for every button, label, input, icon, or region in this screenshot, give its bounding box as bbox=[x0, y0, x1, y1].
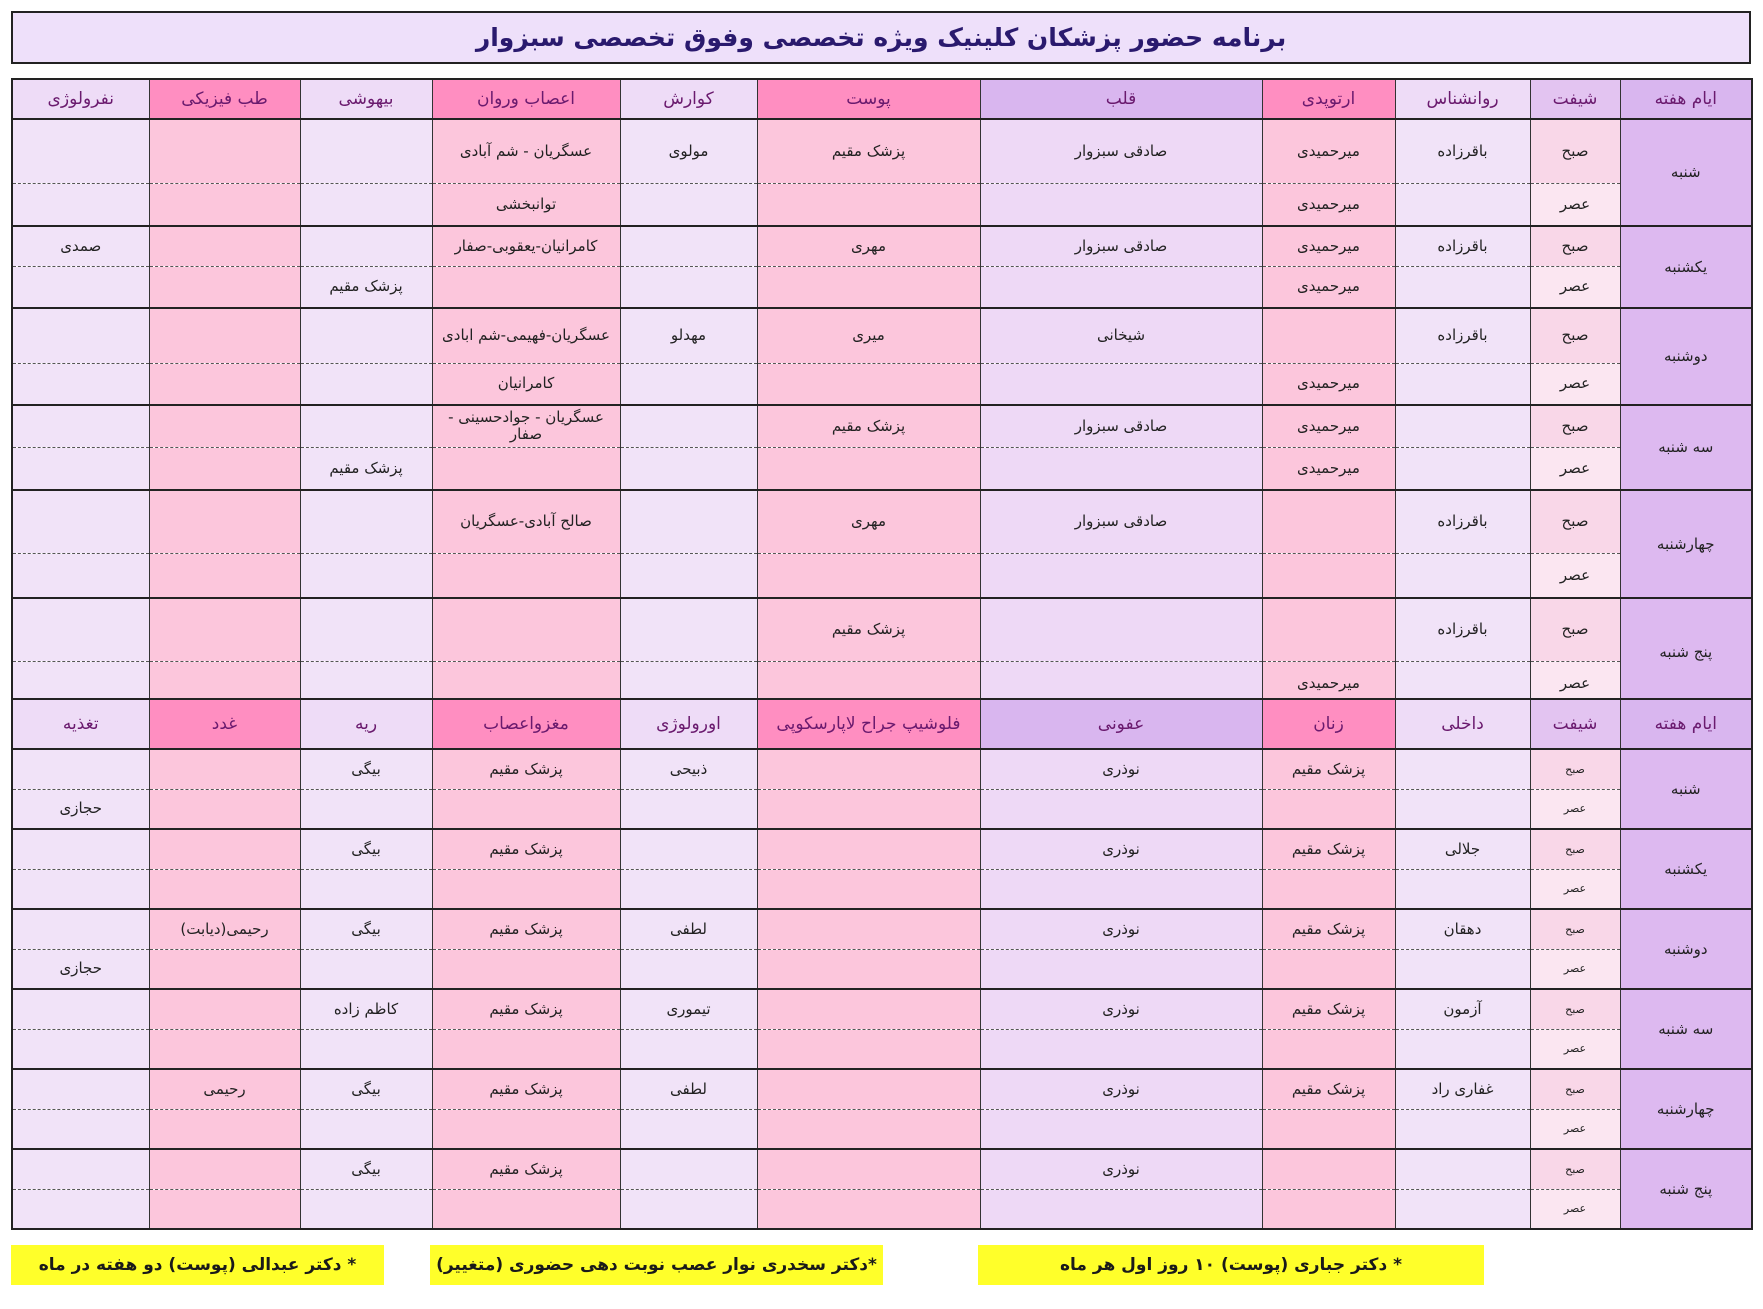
doctor-cell-col-9 bbox=[149, 405, 300, 447]
doctor-cell-col-7 bbox=[432, 949, 620, 989]
doctor-cell-col-8 bbox=[300, 226, 432, 266]
doctor-cell-col-3 bbox=[1262, 949, 1395, 989]
doctor-cell-col-2 bbox=[1395, 949, 1530, 989]
doctor-cell-col-7: عسگریان - جوادحسینی - صفار bbox=[432, 405, 620, 447]
doctor-cell-col-6 bbox=[620, 949, 757, 989]
doctor-cell-col-3 bbox=[1262, 1029, 1395, 1069]
shift-cell: صبح bbox=[1530, 1069, 1620, 1109]
doctor-cell-col-2: آزمون bbox=[1395, 989, 1530, 1029]
shift-cell: عصر bbox=[1530, 266, 1620, 308]
doctor-cell-col-7: صالح آبادی-عسگریان bbox=[432, 490, 620, 553]
table-row bbox=[12, 226, 1752, 266]
doctor-cell-col-2: جلالی bbox=[1395, 829, 1530, 869]
doctor-cell-col-6 bbox=[620, 363, 757, 405]
table-row bbox=[12, 405, 1752, 447]
header-cell: مغزواعصاب bbox=[432, 699, 620, 749]
header-cell: بیهوشی bbox=[300, 79, 432, 119]
header-cell: کوارش bbox=[620, 79, 757, 119]
doctor-cell-col-3: میرحمیدی bbox=[1262, 447, 1395, 490]
header-cell: اعصاب وروان bbox=[432, 79, 620, 119]
doctor-cell-col-9 bbox=[149, 789, 300, 829]
doctor-cell-col-4: نوذری bbox=[980, 749, 1262, 789]
doctor-cell-col-9 bbox=[149, 598, 300, 661]
doctor-cell-col-7 bbox=[432, 553, 620, 598]
doctor-cell-col-2: باقرزاده bbox=[1395, 226, 1530, 266]
doctor-cell-col-9 bbox=[149, 1029, 300, 1069]
doctor-cell-col-2 bbox=[1395, 183, 1530, 226]
table-row bbox=[12, 183, 1752, 226]
doctor-cell-col-8: بیگی bbox=[300, 909, 432, 949]
doctor-cell-col-9 bbox=[149, 226, 300, 266]
shift-cell: عصر bbox=[1530, 1029, 1620, 1069]
doctor-cell-col-3: میرحمیدی bbox=[1262, 661, 1395, 706]
doctor-cell-col-3 bbox=[1262, 1109, 1395, 1149]
doctor-cell-col-9 bbox=[149, 1109, 300, 1149]
doctor-cell-col-4 bbox=[980, 869, 1262, 909]
doctor-cell-col-6 bbox=[620, 1189, 757, 1229]
doctor-cell-col-4 bbox=[980, 1109, 1262, 1149]
table-row bbox=[12, 1029, 1752, 1069]
doctor-cell-col-6 bbox=[620, 183, 757, 226]
doctor-cell-col-9 bbox=[149, 119, 300, 183]
doctor-cell-col-7: توانبخشی bbox=[432, 183, 620, 226]
doctor-cell-col-2: باقرزاده bbox=[1395, 598, 1530, 661]
doctor-cell-col-10 bbox=[12, 1109, 149, 1149]
doctor-cell-col-3: میرحمیدی bbox=[1262, 363, 1395, 405]
doctor-cell-col-6 bbox=[620, 1029, 757, 1069]
shift-cell: عصر bbox=[1530, 1109, 1620, 1149]
doctor-cell-col-5: پزشک مقیم bbox=[757, 598, 980, 661]
doctor-cell-col-9 bbox=[149, 949, 300, 989]
shift-cell: عصر bbox=[1530, 553, 1620, 598]
header-cell: ریه bbox=[300, 699, 432, 749]
doctor-cell-col-6: مولوی bbox=[620, 119, 757, 183]
table-row bbox=[12, 1109, 1752, 1149]
doctor-cell-col-10 bbox=[12, 1189, 149, 1229]
doctor-cell-col-7: کامرانیان-یعقوبی-صفار bbox=[432, 226, 620, 266]
doctor-cell-col-9: رحیمی(دیابت) bbox=[149, 909, 300, 949]
table-row bbox=[12, 553, 1752, 598]
day-cell: سه شنبه bbox=[1620, 405, 1752, 490]
doctor-cell-col-6 bbox=[620, 490, 757, 553]
doctor-cell-col-6 bbox=[620, 829, 757, 869]
doctor-cell-col-7 bbox=[432, 869, 620, 909]
shift-cell: صبح bbox=[1530, 909, 1620, 949]
doctor-cell-col-4: صادقی سبزوار bbox=[980, 226, 1262, 266]
doctor-cell-col-8 bbox=[300, 869, 432, 909]
shift-cell: صبح bbox=[1530, 598, 1620, 661]
doctor-cell-col-8: بیگی bbox=[300, 1069, 432, 1109]
doctor-cell-col-5 bbox=[757, 1149, 980, 1189]
doctor-cell-col-10 bbox=[12, 183, 149, 226]
doctor-cell-col-2 bbox=[1395, 553, 1530, 598]
doctor-cell-col-9 bbox=[149, 1189, 300, 1229]
doctor-cell-col-6 bbox=[620, 405, 757, 447]
note-abdoli: * دکتر عبدالی (پوست) دو هفته در ماه bbox=[11, 1245, 384, 1285]
doctor-cell-col-2 bbox=[1395, 405, 1530, 447]
table-row bbox=[12, 490, 1752, 553]
header-cell: فلوشیپ جراح لاپارسکوپی bbox=[757, 699, 980, 749]
header-cell: زنان bbox=[1262, 699, 1395, 749]
table-row bbox=[12, 949, 1752, 989]
doctor-cell-col-3 bbox=[1262, 789, 1395, 829]
doctor-cell-col-10 bbox=[12, 308, 149, 363]
doctor-cell-col-7: پزشک مقیم bbox=[432, 909, 620, 949]
doctor-cell-col-3 bbox=[1262, 869, 1395, 909]
doctor-cell-col-4: نوذری bbox=[980, 1149, 1262, 1189]
doctor-cell-col-3 bbox=[1262, 553, 1395, 598]
header-cell: اورولوژی bbox=[620, 699, 757, 749]
shift-cell: صبح bbox=[1530, 749, 1620, 789]
header-cell: روانشناس bbox=[1395, 79, 1530, 119]
doctor-cell-col-4 bbox=[980, 553, 1262, 598]
day-cell: شنبه bbox=[1620, 119, 1752, 226]
doctor-cell-col-9 bbox=[149, 989, 300, 1029]
doctor-cell-col-8 bbox=[300, 1029, 432, 1069]
shift-cell: عصر bbox=[1530, 447, 1620, 490]
doctor-cell-col-6 bbox=[620, 447, 757, 490]
shift-cell: عصر bbox=[1530, 183, 1620, 226]
doctor-cell-col-7 bbox=[432, 447, 620, 490]
doctor-cell-col-7 bbox=[432, 1029, 620, 1069]
doctor-cell-col-8 bbox=[300, 119, 432, 183]
doctor-cell-col-8 bbox=[300, 363, 432, 405]
table-row bbox=[12, 363, 1752, 405]
doctor-cell-col-4: نوذری bbox=[980, 909, 1262, 949]
doctor-cell-col-5 bbox=[757, 869, 980, 909]
doctor-cell-col-10 bbox=[12, 1149, 149, 1189]
schedule-table-1 bbox=[11, 78, 1753, 707]
header-cell: داخلی bbox=[1395, 699, 1530, 749]
doctor-cell-col-6 bbox=[620, 266, 757, 308]
doctor-cell-col-6: مهدلو bbox=[620, 308, 757, 363]
doctor-cell-col-10 bbox=[12, 598, 149, 661]
doctor-cell-col-10: صمدی bbox=[12, 226, 149, 266]
table-row bbox=[12, 447, 1752, 490]
doctor-cell-col-8: پزشک مقیم bbox=[300, 266, 432, 308]
shift-cell: صبح bbox=[1530, 829, 1620, 869]
doctor-cell-col-8 bbox=[300, 308, 432, 363]
doctor-cell-col-10 bbox=[12, 363, 149, 405]
doctor-cell-col-7 bbox=[432, 1189, 620, 1229]
table-row bbox=[12, 266, 1752, 308]
doctor-cell-col-4 bbox=[980, 183, 1262, 226]
shift-cell: عصر bbox=[1530, 661, 1620, 706]
table-row bbox=[12, 989, 1752, 1029]
doctor-cell-col-5 bbox=[757, 1189, 980, 1229]
doctor-cell-col-2 bbox=[1395, 1149, 1530, 1189]
doctor-cell-col-8 bbox=[300, 1189, 432, 1229]
header-cell: شیفت bbox=[1530, 79, 1620, 119]
doctor-cell-col-5: پزشک مقیم bbox=[757, 405, 980, 447]
doctor-cell-col-3: میرحمیدی bbox=[1262, 119, 1395, 183]
doctor-cell-col-10 bbox=[12, 119, 149, 183]
shift-cell: صبح bbox=[1530, 226, 1620, 266]
doctor-cell-col-3: پزشک مقیم bbox=[1262, 749, 1395, 789]
day-cell: سه شنبه bbox=[1620, 989, 1752, 1069]
shift-cell: عصر bbox=[1530, 363, 1620, 405]
doctor-cell-col-5 bbox=[757, 829, 980, 869]
doctor-cell-col-8: کاظم زاده bbox=[300, 989, 432, 1029]
doctor-cell-col-4 bbox=[980, 447, 1262, 490]
doctor-cell-col-10 bbox=[12, 553, 149, 598]
doctor-cell-col-6: لطفی bbox=[620, 909, 757, 949]
doctor-cell-col-4: نوذری bbox=[980, 1069, 1262, 1109]
doctor-cell-col-2: باقرزاده bbox=[1395, 490, 1530, 553]
doctor-cell-col-9 bbox=[149, 447, 300, 490]
doctor-cell-col-6: تیموری bbox=[620, 989, 757, 1029]
doctor-cell-col-4 bbox=[980, 363, 1262, 405]
doctor-cell-col-2: دهقان bbox=[1395, 909, 1530, 949]
doctor-cell-col-9 bbox=[149, 308, 300, 363]
doctor-cell-col-2 bbox=[1395, 1109, 1530, 1149]
doctor-cell-col-5 bbox=[757, 553, 980, 598]
doctor-cell-col-4: صادقی سبزوار bbox=[980, 490, 1262, 553]
header-cell: نفرولوژی bbox=[12, 79, 149, 119]
doctor-cell-col-9 bbox=[149, 749, 300, 789]
doctor-cell-col-2 bbox=[1395, 1029, 1530, 1069]
doctor-cell-col-7: پزشک مقیم bbox=[432, 1069, 620, 1109]
doctor-cell-col-10 bbox=[12, 829, 149, 869]
doctor-cell-col-7 bbox=[432, 1109, 620, 1149]
note-sakhdari: *دکتر سخدری نوار عصب نوبت دهی حضوری (متغییر) bbox=[430, 1245, 883, 1285]
doctor-cell-col-8 bbox=[300, 405, 432, 447]
doctor-cell-col-6: ذبیحی bbox=[620, 749, 757, 789]
doctor-cell-col-9 bbox=[149, 490, 300, 553]
doctor-cell-col-9 bbox=[149, 363, 300, 405]
doctor-cell-col-6 bbox=[620, 789, 757, 829]
doctor-cell-col-6: لطفی bbox=[620, 1069, 757, 1109]
day-cell: چهارشنبه bbox=[1620, 490, 1752, 598]
doctor-cell-col-4: نوذری bbox=[980, 989, 1262, 1029]
doctor-cell-col-5: مهری bbox=[757, 490, 980, 553]
doctor-cell-col-9 bbox=[149, 553, 300, 598]
doctor-cell-col-4 bbox=[980, 949, 1262, 989]
doctor-cell-col-6 bbox=[620, 1149, 757, 1189]
table-row bbox=[12, 749, 1752, 789]
doctor-cell-col-5 bbox=[757, 1029, 980, 1069]
header-cell: طب فیزیکی bbox=[149, 79, 300, 119]
doctor-cell-col-7 bbox=[432, 789, 620, 829]
doctor-cell-col-8 bbox=[300, 553, 432, 598]
doctor-cell-col-7: پزشک مقیم bbox=[432, 749, 620, 789]
doctor-cell-col-7: عسگریان - شم آبادی bbox=[432, 119, 620, 183]
shift-cell: صبح bbox=[1530, 119, 1620, 183]
shift-cell: عصر bbox=[1530, 1189, 1620, 1229]
doctor-cell-col-10 bbox=[12, 749, 149, 789]
table-row bbox=[12, 1069, 1752, 1109]
day-cell: پنج شنبه bbox=[1620, 598, 1752, 706]
doctor-cell-col-10 bbox=[12, 869, 149, 909]
doctor-cell-col-8 bbox=[300, 949, 432, 989]
doctor-cell-col-3 bbox=[1262, 308, 1395, 363]
doctor-cell-col-6 bbox=[620, 869, 757, 909]
header-cell: عفونی bbox=[980, 699, 1262, 749]
doctor-cell-col-9 bbox=[149, 266, 300, 308]
doctor-cell-col-8 bbox=[300, 789, 432, 829]
doctor-cell-col-2 bbox=[1395, 1189, 1530, 1229]
doctor-cell-col-2: باقرزاده bbox=[1395, 308, 1530, 363]
schedule-table-2 bbox=[11, 698, 1753, 1230]
doctor-cell-col-4 bbox=[980, 598, 1262, 661]
doctor-cell-col-3: پزشک مقیم bbox=[1262, 909, 1395, 949]
table-row bbox=[12, 598, 1752, 661]
header-cell: پوست bbox=[757, 79, 980, 119]
doctor-cell-col-5 bbox=[757, 749, 980, 789]
doctor-cell-col-2: باقرزاده bbox=[1395, 119, 1530, 183]
doctor-cell-col-5 bbox=[757, 266, 980, 308]
doctor-cell-col-3 bbox=[1262, 1189, 1395, 1229]
doctor-cell-col-7: پزشک مقیم bbox=[432, 1149, 620, 1189]
doctor-cell-col-9 bbox=[149, 869, 300, 909]
doctor-cell-col-5: مهری bbox=[757, 226, 980, 266]
doctor-cell-col-5 bbox=[757, 183, 980, 226]
doctor-cell-col-2 bbox=[1395, 447, 1530, 490]
doctor-cell-col-3: پزشک مقیم bbox=[1262, 989, 1395, 1029]
doctor-cell-col-7 bbox=[432, 598, 620, 661]
header-cell: ایام هفته bbox=[1620, 699, 1752, 749]
doctor-cell-col-2 bbox=[1395, 266, 1530, 308]
doctor-cell-col-6 bbox=[620, 1109, 757, 1149]
shift-cell: صبح bbox=[1530, 490, 1620, 553]
doctor-cell-col-8: بیگی bbox=[300, 1149, 432, 1189]
doctor-cell-col-5 bbox=[757, 447, 980, 490]
doctor-cell-col-10 bbox=[12, 1029, 149, 1069]
doctor-cell-col-4 bbox=[980, 1029, 1262, 1069]
doctor-cell-col-3: میرحمیدی bbox=[1262, 405, 1395, 447]
doctor-cell-col-7: کامرانیان bbox=[432, 363, 620, 405]
doctor-cell-col-3: میرحمیدی bbox=[1262, 266, 1395, 308]
table-row bbox=[12, 308, 1752, 363]
day-cell: یکشنبه bbox=[1620, 226, 1752, 308]
day-cell: یکشنبه bbox=[1620, 829, 1752, 909]
doctor-cell-col-6 bbox=[620, 598, 757, 661]
day-cell: دوشنبه bbox=[1620, 909, 1752, 989]
doctor-cell-col-3: میرحمیدی bbox=[1262, 183, 1395, 226]
doctor-cell-col-6 bbox=[620, 226, 757, 266]
doctor-cell-col-4 bbox=[980, 266, 1262, 308]
day-cell: شنبه bbox=[1620, 749, 1752, 829]
doctor-cell-col-10 bbox=[12, 490, 149, 553]
doctor-cell-col-7 bbox=[432, 266, 620, 308]
shift-cell: صبح bbox=[1530, 405, 1620, 447]
day-cell: پنج شنبه bbox=[1620, 1149, 1752, 1229]
doctor-cell-col-7: پزشک مقیم bbox=[432, 829, 620, 869]
doctor-cell-col-8 bbox=[300, 598, 432, 661]
table-row bbox=[12, 869, 1752, 909]
shift-cell: صبح bbox=[1530, 1149, 1620, 1189]
doctor-cell-col-5 bbox=[757, 363, 980, 405]
page-title: برنامه حضور پزشکان کلینیک ویژه تخصصی وفوق تخصصی سبزوار bbox=[11, 11, 1751, 64]
doctor-cell-col-10: حجازی bbox=[12, 789, 149, 829]
doctor-cell-col-2: غفاری راد bbox=[1395, 1069, 1530, 1109]
doctor-cell-col-8 bbox=[300, 1109, 432, 1149]
doctor-cell-col-4 bbox=[980, 789, 1262, 829]
doctor-cell-col-4: صادقی سبزوار bbox=[980, 405, 1262, 447]
doctor-cell-col-10 bbox=[12, 447, 149, 490]
doctor-cell-col-7: پزشک مقیم bbox=[432, 989, 620, 1029]
doctor-cell-col-8: بیگی bbox=[300, 749, 432, 789]
doctor-cell-col-9 bbox=[149, 829, 300, 869]
doctor-cell-col-8: بیگی bbox=[300, 829, 432, 869]
day-cell: چهارشنبه bbox=[1620, 1069, 1752, 1149]
doctor-cell-col-7: عسگریان-فهیمی-شم ابادی bbox=[432, 308, 620, 363]
doctor-cell-col-10 bbox=[12, 1069, 149, 1109]
table-row bbox=[12, 789, 1752, 829]
doctor-cell-col-3 bbox=[1262, 598, 1395, 661]
doctor-cell-col-3: پزشک مقیم bbox=[1262, 829, 1395, 869]
header-cell: ایام هفته bbox=[1620, 79, 1752, 119]
doctor-cell-col-4 bbox=[980, 1189, 1262, 1229]
table-row bbox=[12, 1189, 1752, 1229]
doctor-cell-col-8 bbox=[300, 183, 432, 226]
doctor-cell-col-10 bbox=[12, 909, 149, 949]
doctor-cell-col-2 bbox=[1395, 789, 1530, 829]
doctor-cell-col-5 bbox=[757, 1109, 980, 1149]
doctor-cell-col-5 bbox=[757, 1069, 980, 1109]
doctor-cell-col-8 bbox=[300, 490, 432, 553]
doctor-cell-col-5: پزشک مقیم bbox=[757, 119, 980, 183]
doctor-cell-col-10: حجازی bbox=[12, 949, 149, 989]
doctor-cell-col-10 bbox=[12, 266, 149, 308]
doctor-cell-col-6 bbox=[620, 553, 757, 598]
doctor-cell-col-4: صادقی سبزوار bbox=[980, 119, 1262, 183]
header-cell: تغذیه bbox=[12, 699, 149, 749]
doctor-cell-col-5: میری bbox=[757, 308, 980, 363]
doctor-cell-col-3: میرحمیدی bbox=[1262, 226, 1395, 266]
doctor-cell-col-9 bbox=[149, 1149, 300, 1189]
doctor-cell-col-5 bbox=[757, 949, 980, 989]
table-row bbox=[12, 829, 1752, 869]
doctor-cell-col-9 bbox=[149, 183, 300, 226]
shift-cell: عصر bbox=[1530, 869, 1620, 909]
doctor-cell-col-4: شیخانی bbox=[980, 308, 1262, 363]
doctor-cell-col-9: رحیمی bbox=[149, 1069, 300, 1109]
table-row bbox=[12, 909, 1752, 949]
doctor-cell-col-2 bbox=[1395, 363, 1530, 405]
table-row bbox=[12, 1149, 1752, 1189]
doctor-cell-col-3: پزشک مقیم bbox=[1262, 1069, 1395, 1109]
doctor-cell-col-10 bbox=[12, 989, 149, 1029]
shift-cell: عصر bbox=[1530, 949, 1620, 989]
doctor-cell-col-10 bbox=[12, 405, 149, 447]
doctor-cell-col-5 bbox=[757, 989, 980, 1029]
doctor-cell-col-2 bbox=[1395, 749, 1530, 789]
doctor-cell-col-2 bbox=[1395, 869, 1530, 909]
doctor-cell-col-5 bbox=[757, 909, 980, 949]
header-cell: غدد bbox=[149, 699, 300, 749]
shift-cell: عصر bbox=[1530, 789, 1620, 829]
table-row bbox=[12, 119, 1752, 183]
shift-cell: صبح bbox=[1530, 989, 1620, 1029]
shift-cell: صبح bbox=[1530, 308, 1620, 363]
day-cell: دوشنبه bbox=[1620, 308, 1752, 405]
doctor-cell-col-5 bbox=[757, 789, 980, 829]
doctor-cell-col-8: پزشک مقیم bbox=[300, 447, 432, 490]
header-cell: شیفت bbox=[1530, 699, 1620, 749]
header-cell: قلب bbox=[980, 79, 1262, 119]
doctor-cell-col-3 bbox=[1262, 490, 1395, 553]
note-jabbari: * دکتر جباری (پوست) ۱۰ روز اول هر ماه bbox=[978, 1245, 1484, 1285]
doctor-cell-col-3 bbox=[1262, 1149, 1395, 1189]
doctor-cell-col-4: نوذری bbox=[980, 829, 1262, 869]
header-cell: ارتوپدی bbox=[1262, 79, 1395, 119]
